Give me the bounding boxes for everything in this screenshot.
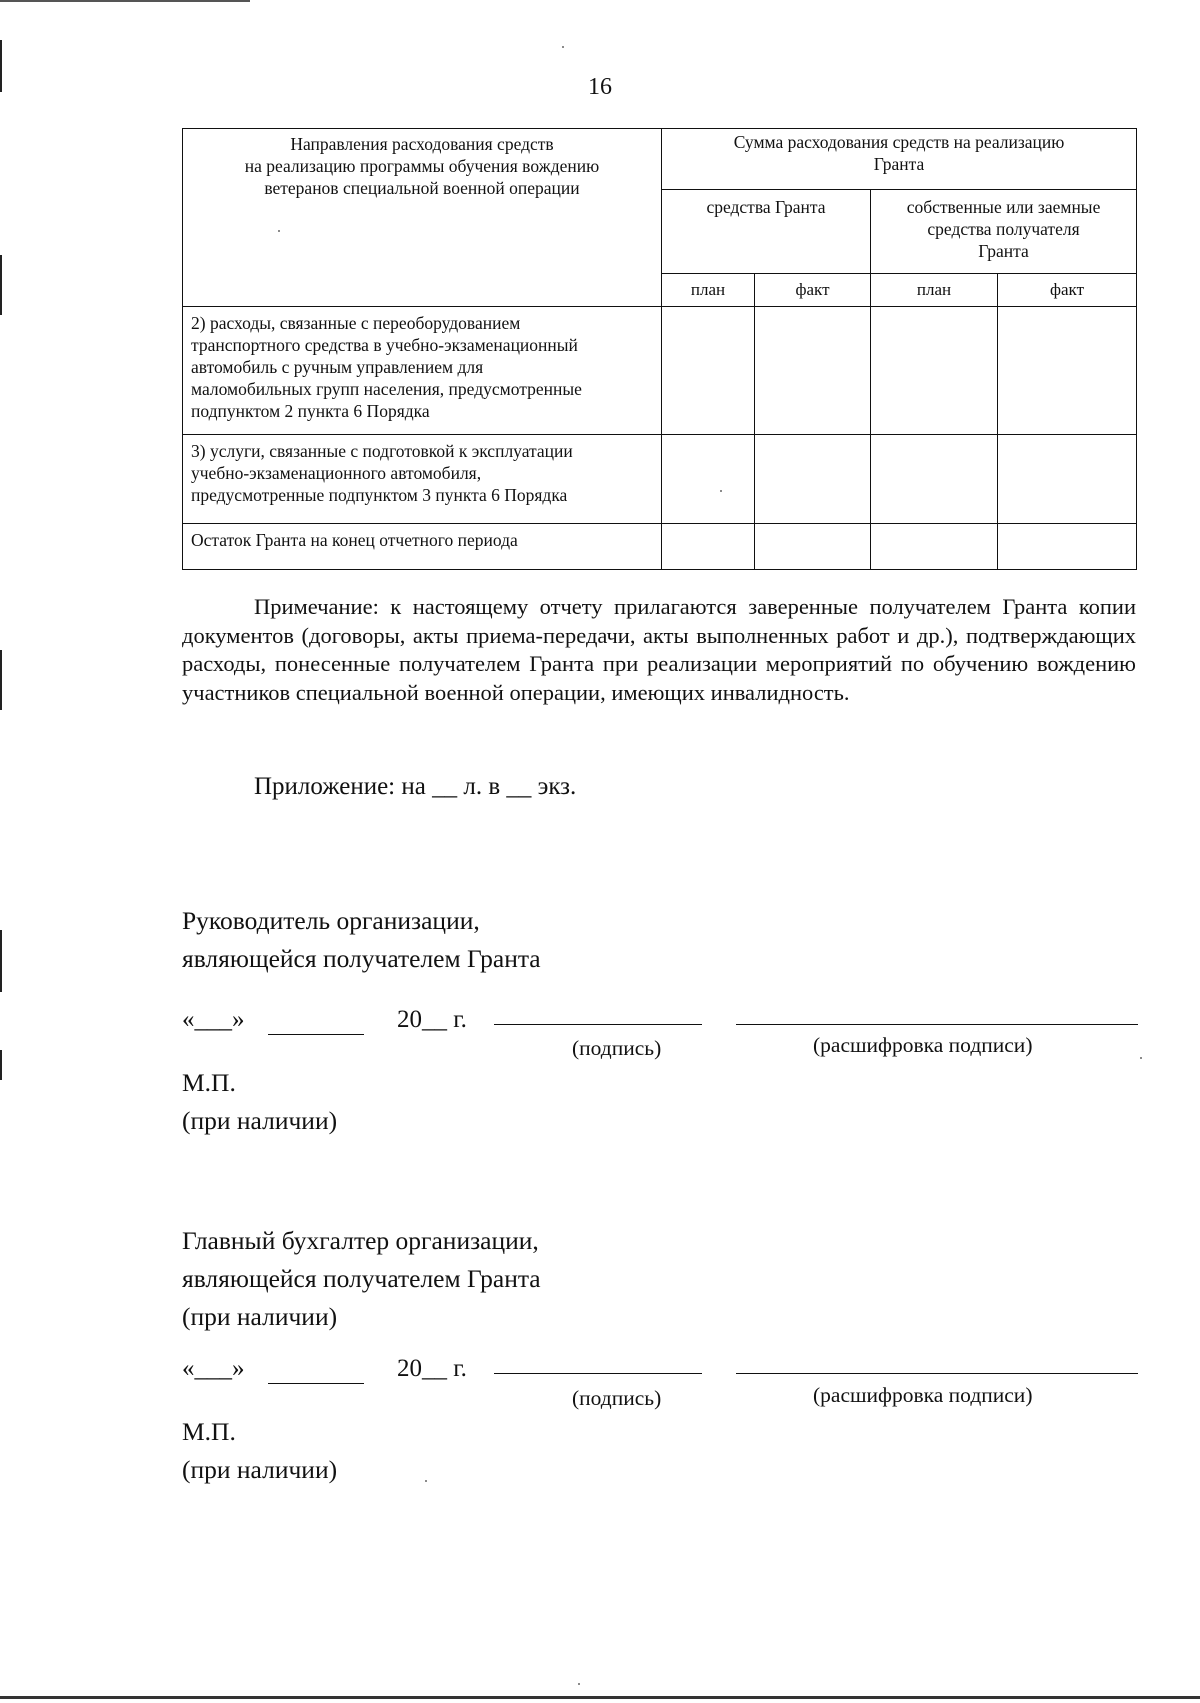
empty-cell (998, 524, 1137, 570)
signature-field (494, 1373, 702, 1374)
header-directions (183, 129, 662, 307)
empty-cell (998, 435, 1137, 524)
date-month-field (268, 1383, 364, 1384)
empty-cell (755, 307, 871, 435)
header-fact: факт (755, 274, 871, 307)
scan-speck (1140, 1057, 1142, 1059)
empty-cell (998, 307, 1137, 435)
empty-cell (662, 435, 755, 524)
row-line: Остаток Гранта на конец отчетного периода (191, 530, 518, 550)
date-day-field: «___» (182, 1355, 245, 1382)
header-own-funds (871, 190, 1137, 274)
row-description (183, 524, 662, 570)
date-year: 20__ г. (397, 1006, 467, 1033)
date-month-field (268, 1034, 364, 1035)
header-sum-line: Гранта (873, 154, 925, 174)
accountant-title-line: Главный бухгалтер организации, (182, 1226, 539, 1255)
row-description (183, 435, 662, 524)
header-fact: факт (998, 274, 1137, 307)
header-directions-line: на реализацию программы обучения вождению (244, 156, 600, 176)
scan-speck (425, 1480, 427, 1482)
header-plan: план (662, 274, 755, 307)
decoding-caption: (расшифровка подписи) (813, 1033, 1033, 1057)
stamp-place (182, 1064, 337, 1140)
decoding-caption: (расшифровка подписи) (813, 1383, 1033, 1407)
stamp-note: (при наличии) (182, 1106, 338, 1135)
signature-caption: (подпись) (572, 1036, 662, 1060)
header-own-funds-line: средства получателя (927, 219, 1080, 239)
row-line: 2) расходы, связанные с переоборудованием (191, 313, 521, 333)
header-directions-line: ветеранов специальной военной операции (264, 178, 580, 198)
signature-field (494, 1024, 702, 1025)
head-title-line: являющейся получателем Гранта (182, 944, 541, 973)
accountant-title-line: (при наличии) (182, 1302, 338, 1331)
row-line: подпунктом 2 пункта 6 Порядка (191, 401, 430, 421)
header-own-funds-line: Гранта (978, 241, 1029, 261)
row-description (183, 307, 662, 435)
scan-speck (278, 230, 280, 232)
appendix-line: Приложение: на __ л. в __ экз. (254, 773, 577, 800)
scan-edge-left (0, 650, 2, 710)
header-plan: план (871, 274, 998, 307)
table-row (183, 307, 1137, 435)
table-row (183, 435, 1137, 524)
head-title (182, 902, 541, 978)
stamp-label: М.П. (182, 1417, 236, 1446)
head-title-line: Руководитель организации, (182, 906, 480, 935)
header-own-funds-line: собственные или заемные (906, 197, 1101, 217)
scan-edge-left (0, 255, 2, 315)
date-year: 20__ г. (397, 1355, 467, 1382)
date-day-field: «___» (182, 1006, 245, 1033)
empty-cell (755, 435, 871, 524)
row-line: маломобильных групп населения, предусмотренные (191, 379, 582, 399)
page-number: 16 (588, 74, 612, 100)
signature-decoding-field (736, 1024, 1138, 1025)
stamp-label: М.П. (182, 1068, 236, 1097)
row-line: транспортного средства в учебно-экзаменационный (191, 335, 578, 355)
scan-edge-top (0, 0, 250, 2)
empty-cell (662, 307, 755, 435)
row-line: предусмотренные подпунктом 3 пункта 6 Порядка (191, 485, 568, 505)
stamp-note: (при наличии) (182, 1455, 338, 1484)
grant-expenses-table (182, 128, 1137, 570)
accountant-title (182, 1222, 541, 1336)
signature-decoding-field (736, 1373, 1138, 1374)
empty-cell (871, 435, 998, 524)
table-row (183, 524, 1137, 570)
signature-caption: (подпись) (572, 1386, 662, 1410)
empty-cell (871, 307, 998, 435)
empty-cell (755, 524, 871, 570)
note-paragraph (182, 593, 1136, 707)
scan-edge-left (0, 930, 2, 992)
row-line: автомобиль с ручным управлением для (191, 357, 484, 377)
header-sum (662, 129, 1137, 190)
stamp-place (182, 1413, 337, 1489)
empty-cell (871, 524, 998, 570)
row-line: учебно-экзаменационного автомобиля, (191, 463, 482, 483)
header-directions-line: Направления расходования средств (290, 134, 554, 154)
scan-edge-bottom (0, 1696, 1200, 1699)
scan-speck (578, 1683, 580, 1685)
accountant-title-line: являющейся получателем Гранта (182, 1264, 541, 1293)
scan-edge-left (0, 1050, 2, 1080)
scan-speck (562, 46, 564, 48)
header-grant-funds: средства Гранта (662, 190, 871, 274)
header-sum-line: Сумма расходования средств на реализацию (733, 132, 1065, 152)
empty-cell (662, 524, 755, 570)
row-line: 3) услуги, связанные с подготовкой к эксплуатации (191, 441, 573, 461)
note-text: Примечание: к настоящему отчету прилагаются заверенные получателем Гранта копии документов (договоры, акты приема-передачи, акты выполненных работ и др.), подтверждающих расходы, понесенные получателем Гранта при реализации мероприятий по обучению вождению участников специальной военной операции, имеющих инвалидность. (182, 594, 1136, 705)
table-header-row (183, 129, 1137, 190)
scan-speck (720, 490, 722, 492)
